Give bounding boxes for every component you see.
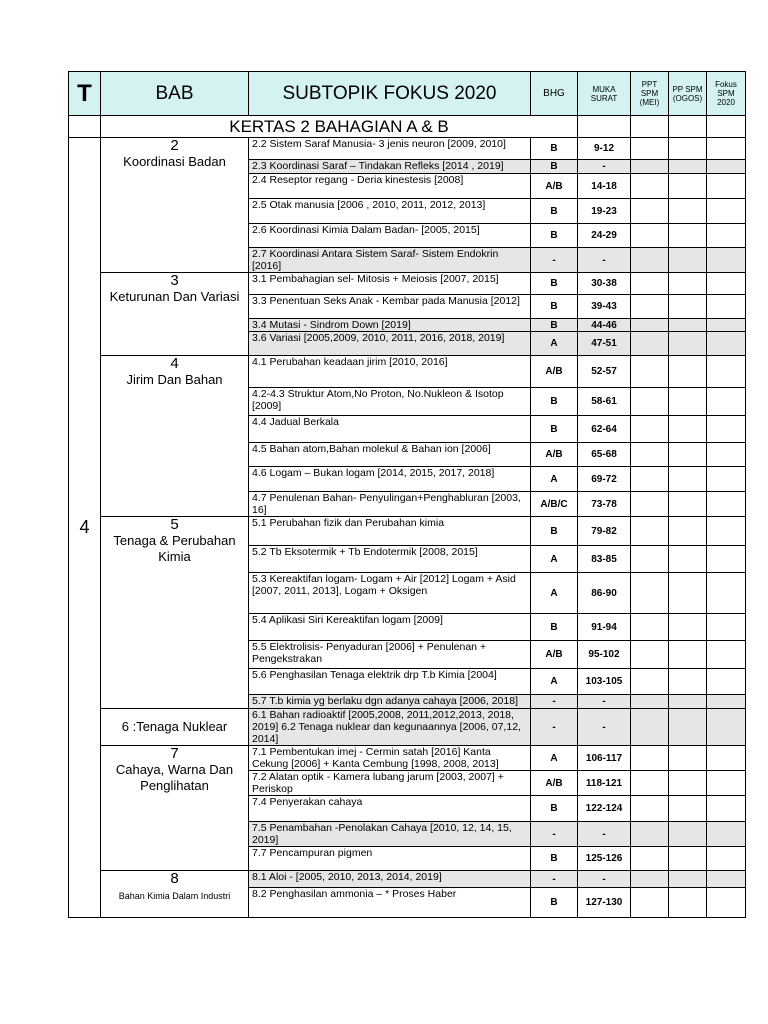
check-cell[interactable] [707,669,746,695]
check-cell[interactable] [707,160,746,174]
topic-table [68,71,746,918]
subtopik-text: 5.6 Penghasilan Tenaga elektrik drp T.b Kimia [2004] [249,669,531,695]
subtopik-text: 2.2 Sistem Saraf Manusia- 3 jenis neuron [2009, 2010] [249,138,531,160]
check-cell[interactable] [707,546,746,573]
check-cell[interactable] [707,443,746,467]
subtopik-text: 6.1 Bahan radioaktif [2005,2008, 2011,2012,2013, 2018, 2019] 6.2 Tenaga nuklear dan kegunaannya [2006, 07,12, 2014] [249,709,531,746]
muka-surat-value: 24-29 [578,224,631,248]
check-cell[interactable] [707,796,746,822]
muka-surat-value: 125-126 [578,847,631,871]
check-cell[interactable] [669,492,707,517]
bhg-value: A/B/C [531,492,578,517]
check-cell[interactable] [669,796,707,822]
check-cell[interactable] [707,871,746,888]
bhg-value: A [531,573,578,614]
subtopik-text: 5.7 T.b kimia yg berlaku dgn adanya cahaya [2006, 2018] [249,695,531,709]
muka-surat-value: 62-64 [578,416,631,443]
check-cell[interactable] [707,771,746,796]
check-cell[interactable] [707,822,746,847]
check-cell[interactable] [707,492,746,517]
muka-surat-value: - [578,709,631,746]
muka-surat-value: 58-61 [578,388,631,416]
table-row [69,517,746,546]
check-cell[interactable] [631,174,669,199]
muka-surat-value: 118-121 [578,771,631,796]
subtopik-text: 7.4 Penyerakan cahaya [249,796,531,822]
check-cell[interactable] [631,224,669,248]
check-cell[interactable] [707,199,746,224]
check-cell[interactable] [707,641,746,669]
muka-surat-value: 83-85 [578,546,631,573]
bhg-value: B [531,319,578,332]
bhg-value: B [531,295,578,319]
check-cell[interactable] [707,319,746,332]
check-cell[interactable] [669,641,707,669]
check-cell[interactable] [669,467,707,492]
bhg-value: A [531,669,578,695]
check-cell[interactable] [669,443,707,467]
subtopik-text: 5.2 Tb Eksotermik + Tb Endotermik [2008, 2015] [249,546,531,573]
check-cell[interactable] [631,199,669,224]
check-cell[interactable] [707,517,746,546]
subtopik-text: 8.2 Penghasilan ammonia – * Proses Haber [249,888,531,918]
subtopik-text: 5.3 Kereaktifan logam- Logam + Air [2012] Logam + Asid [2007, 2011, 2013], Logam + Oksigen [249,573,531,614]
muka-surat-value: 91-94 [578,614,631,641]
header-subtopik: SUBTOPIK FOKUS 2020 [249,72,531,116]
bhg-value: B [531,888,578,918]
subtopik-text: 7.2 Alatan optik - Kamera lubang jarum [2003, 2007] + Periskop [249,771,531,796]
check-cell[interactable] [631,295,669,319]
check-cell[interactable] [631,771,669,796]
muka-surat-value: 19-23 [578,199,631,224]
bab-number: 2 [170,137,179,154]
bab-name: Cahaya, Warna Dan Penglihatan [115,762,234,793]
subtopik-text: 8.1 Aloi - [2005, 2010, 2013, 2014, 2019] [249,871,531,888]
table-row [69,138,746,160]
bhg-value: - [531,822,578,847]
bhg-value: B [531,199,578,224]
check-cell[interactable] [669,224,707,248]
muka-surat-value: 127-130 [578,888,631,918]
header-ppt: PPT SPM (MEI) [631,72,669,116]
check-cell[interactable] [631,517,669,546]
bab-name: Bahan Kimia Dalam Industri [118,891,231,901]
check-cell[interactable] [669,517,707,546]
table-row [69,746,746,771]
check-cell[interactable] [669,746,707,771]
subtopik-text: 2.4 Reseptor regang - Deria kinestesis [2008] [249,174,531,199]
subtopik-text: 5.5 Elektrolisis- Penyaduran [2006] + Penulenan + Pengekstrakan [249,641,531,669]
bab-cell [101,746,249,871]
subtopik-text: 7.5 Penambahan -Penolakan Cahaya [2010, 12, 14, 15, 2019] [249,822,531,847]
muka-surat-value: 122-124 [578,796,631,822]
bhg-value: A/B [531,356,578,388]
subtopik-text: 3.1 Pembahagian sel- Mitosis + Meiosis [2007, 2015] [249,273,531,295]
check-cell[interactable] [669,199,707,224]
check-cell[interactable] [669,614,707,641]
subtopik-text: 4.5 Bahan atom,Bahan molekul & Bahan ion [2006] [249,443,531,467]
table-row [69,356,746,388]
bab-name: 6 :Tenaga Nuklear [121,719,228,734]
check-cell[interactable] [631,746,669,771]
check-cell[interactable] [669,295,707,319]
bhg-value: A [531,467,578,492]
check-cell[interactable] [707,356,746,388]
muka-surat-value: 44-46 [578,319,631,332]
bab-cell [101,138,249,273]
check-cell[interactable] [669,695,707,709]
muka-surat-value: - [578,695,631,709]
check-cell[interactable] [669,709,707,746]
muka-surat-value: 103-105 [578,669,631,695]
check-cell[interactable] [669,669,707,695]
bab-number: 4 [170,355,179,372]
check-cell[interactable] [631,546,669,573]
bab-number: 7 [170,745,179,762]
header-bhg: BHG [531,72,578,116]
muka-surat-value: 79-82 [578,517,631,546]
subtopik-text: 2.5 Otak manusia [2006 , 2010, 2011, 2012, 2013] [249,199,531,224]
header-bab: BAB [101,72,249,116]
check-cell[interactable] [631,160,669,174]
check-cell[interactable] [631,492,669,517]
bhg-value: B [531,796,578,822]
muka-surat-value: 86-90 [578,573,631,614]
kertas-title: KERTAS 2 BAHAGIAN A & B [101,116,578,138]
check-cell[interactable] [631,356,669,388]
check-cell[interactable] [707,138,746,160]
check-cell[interactable] [631,573,669,614]
check-cell[interactable] [707,888,746,918]
subtopik-text: 4.7 Penulenan Bahan- Penyulingan+Penghabluran [2003, 16] [249,492,531,517]
header-fokus: Fokus SPM 2020 [707,72,746,116]
check-cell[interactable] [707,388,746,416]
bhg-value: B [531,517,578,546]
check-cell[interactable] [669,847,707,871]
check-cell[interactable] [707,273,746,295]
subtopik-text: 2.3 Koordinasi Saraf – Tindakan Refleks [2014 , 2019] [249,160,531,174]
subtopik-text: 7.7 Pencampuran pigmen [249,847,531,871]
check-cell[interactable] [669,388,707,416]
bhg-value: B [531,138,578,160]
muka-surat-value: 69-72 [578,467,631,492]
muka-surat-value: 73-78 [578,492,631,517]
bab-cell [101,273,249,356]
check-cell[interactable] [669,356,707,388]
subtopik-text: 4.2-4.3 Struktur Atom,No Proton, No.Nukleon & Isotop [2009] [249,388,531,416]
muka-surat-value: 65-68 [578,443,631,467]
table-row [69,709,746,746]
check-cell[interactable] [707,174,746,199]
bab-cell [101,517,249,709]
muka-surat-value: 39-43 [578,295,631,319]
bhg-value: B [531,847,578,871]
check-cell[interactable] [631,248,669,273]
check-cell[interactable] [669,138,707,160]
bab-name: Jirim Dan Bahan [126,372,223,387]
check-cell[interactable] [631,138,669,160]
muka-surat-value: 30-38 [578,273,631,295]
bab-name: Koordinasi Badan [123,154,226,169]
bhg-value: - [531,709,578,746]
check-cell[interactable] [631,669,669,695]
muka-surat-value: - [578,871,631,888]
check-cell[interactable] [631,871,669,888]
bab-name: Tenaga & Perubahan Kimia [113,533,236,564]
subtopik-text: 3.3 Penentuan Seks Anak - Kembar pada Manusia [2012] [249,295,531,319]
check-cell[interactable] [631,695,669,709]
tingkatan-cell: 4 [69,138,101,918]
check-cell[interactable] [669,573,707,614]
check-cell[interactable] [707,248,746,273]
muka-surat-value: 47-51 [578,332,631,356]
check-cell[interactable] [631,388,669,416]
bhg-value: A/B [531,443,578,467]
check-cell[interactable] [707,695,746,709]
bhg-value: A [531,546,578,573]
muka-surat-value: - [578,822,631,847]
check-cell[interactable] [631,709,669,746]
check-cell[interactable] [631,332,669,356]
bhg-value: A/B [531,771,578,796]
check-cell[interactable] [669,416,707,443]
check-cell[interactable] [631,443,669,467]
bhg-value: B [531,160,578,174]
bab-number: 5 [170,516,179,533]
bhg-value: A [531,746,578,771]
subtopik-text: 3.6 Variasi [2005,2009, 2010, 2011, 2016, 2018, 2019] [249,332,531,356]
subtopik-text: 5.1 Perubahan fizik dan Perubahan kimia [249,517,531,546]
header-row [69,72,746,116]
muka-surat-value: - [578,248,631,273]
bhg-value: B [531,224,578,248]
subtopik-text: 7.1 Pembentukan imej - Cermin satah [2016] Kanta Cekung [2006] + Kanta Cembung [1998, 2008, 2013] [249,746,531,771]
check-cell[interactable] [631,467,669,492]
check-cell[interactable] [669,871,707,888]
check-cell[interactable] [707,467,746,492]
bhg-value: - [531,695,578,709]
check-cell[interactable] [631,888,669,918]
check-cell[interactable] [669,160,707,174]
header-t: T [69,72,101,116]
check-cell[interactable] [707,746,746,771]
bhg-value: B [531,416,578,443]
bhg-value: A/B [531,174,578,199]
check-cell[interactable] [631,614,669,641]
table-row [69,871,746,888]
header-pp: PP SPM (OGOS) [669,72,707,116]
check-cell[interactable] [631,822,669,847]
bab-cell [101,709,249,746]
subtopik-text: 4.6 Logam – Bukan logam [2014, 2015, 2017, 2018] [249,467,531,492]
check-cell[interactable] [669,174,707,199]
check-cell[interactable] [669,822,707,847]
check-cell[interactable] [631,796,669,822]
check-cell[interactable] [669,888,707,918]
bhg-value: - [531,248,578,273]
subtopik-text: 5.4 Aplikasi Siri Kereaktifan logam [2009] [249,614,531,641]
bab-number: 8 [170,870,179,887]
kertas-row [69,116,746,138]
muka-surat-value: 52-57 [578,356,631,388]
muka-surat-value: - [578,160,631,174]
check-cell[interactable] [707,573,746,614]
check-cell[interactable] [669,319,707,332]
check-cell[interactable] [631,641,669,669]
bab-cell [101,871,249,918]
muka-surat-value: 95-102 [578,641,631,669]
check-cell[interactable] [631,416,669,443]
bab-name: Keturunan Dan Variasi [109,289,240,304]
check-cell[interactable] [707,847,746,871]
bhg-value: A/B [531,641,578,669]
check-cell[interactable] [669,248,707,273]
check-cell[interactable] [669,771,707,796]
check-cell[interactable] [707,416,746,443]
bhg-value: B [531,388,578,416]
muka-surat-value: 14-18 [578,174,631,199]
bhg-value: - [531,871,578,888]
subtopik-text: 3.4 Mutasi - Sindrom Down [2019] [249,319,531,332]
check-cell[interactable] [631,847,669,871]
header-muka-surat: MUKA SURAT [578,72,631,116]
check-cell[interactable] [707,295,746,319]
check-cell[interactable] [669,332,707,356]
check-cell[interactable] [669,546,707,573]
subtopik-text: 2.6 Koordinasi Kimia Dalam Badan- [2005, 2015] [249,224,531,248]
subtopik-text: 2.7 Koordinasi Antara Sistem Saraf- Sistem Endokrin [2016] [249,248,531,273]
bhg-value: B [531,273,578,295]
check-cell[interactable] [707,224,746,248]
check-cell[interactable] [707,614,746,641]
check-cell[interactable] [707,332,746,356]
bhg-value: A [531,332,578,356]
muka-surat-value: 9-12 [578,138,631,160]
muka-surat-value: 106-117 [578,746,631,771]
bab-number: 3 [170,272,179,289]
check-cell[interactable] [707,709,746,746]
check-cell[interactable] [631,319,669,332]
bab-cell [101,356,249,517]
check-cell[interactable] [631,273,669,295]
subtopik-text: 4.1 Perubahan keadaan jirim [2010, 2016] [249,356,531,388]
bhg-value: B [531,614,578,641]
subtopik-text: 4.4 Jadual Berkala [249,416,531,443]
table-row [69,273,746,295]
check-cell[interactable] [669,273,707,295]
